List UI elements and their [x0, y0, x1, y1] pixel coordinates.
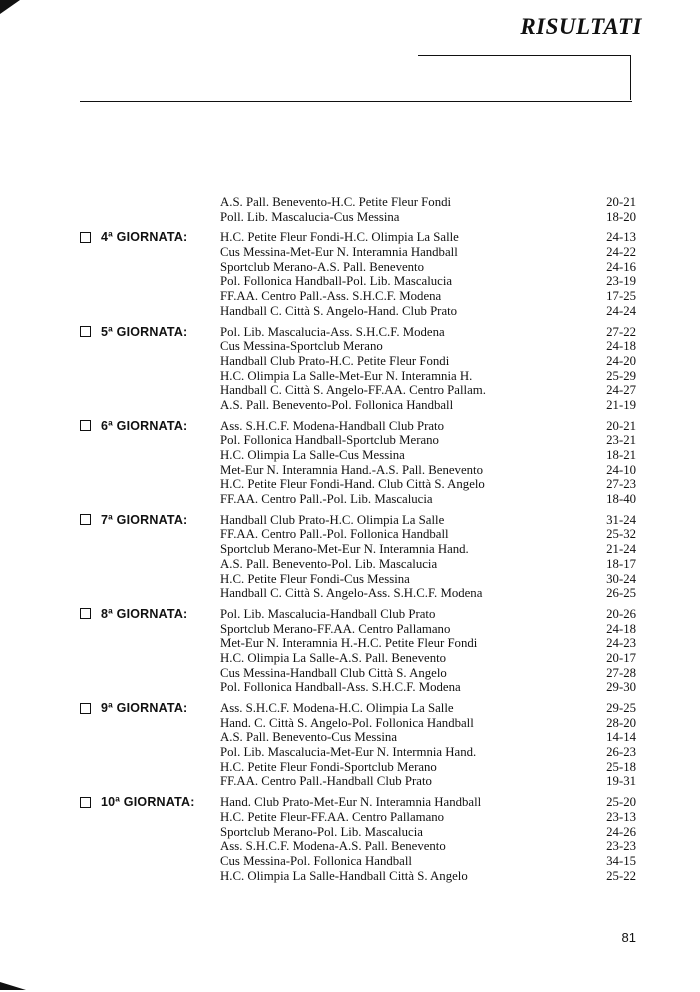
match-teams: Handball C. Città S. Angelo-Hand. Club Prato [220, 303, 458, 318]
match-score: 18-40 [606, 492, 636, 507]
match-teams: Cus Messina-Handball Club Città S. Angelo [220, 665, 447, 680]
match-row [76, 383, 636, 398]
match-teams: Ass. S.H.C.F. Modena-Handball Club Prato [220, 418, 444, 433]
match-row [76, 760, 636, 775]
checkbox-square-icon [80, 232, 91, 243]
round-block [76, 230, 636, 318]
round-block [76, 513, 636, 601]
match-score: 24-18 [606, 621, 636, 636]
match-teams: Sportclub Merano-A.S. Pall. Benevento [220, 259, 425, 274]
match-teams: H.C. Olimpia La Salle-Handball Città S. Angelo [220, 868, 468, 883]
match-row [76, 289, 636, 304]
match-row [76, 839, 636, 854]
match-teams: Pol. Follonica Handball-Pol. Lib. Mascalucia [220, 274, 453, 289]
match-row [76, 463, 636, 478]
match-row [76, 680, 636, 695]
round-label-text: 10ª GIORNATA: [101, 795, 195, 810]
match-row [76, 666, 636, 681]
match-teams: Met-Eur N. Interamnia Hand.-A.S. Pall. Benevento [220, 462, 483, 477]
match-teams: Pol. Lib. Mascalucia-Handball Club Prato [220, 606, 436, 621]
match-row [76, 195, 636, 210]
checkbox-square-icon [80, 326, 91, 337]
checkbox-square-icon [80, 514, 91, 525]
round-block [76, 701, 636, 789]
match-row [76, 716, 636, 731]
match-score: 21-19 [606, 397, 636, 412]
match-score: 23-13 [606, 809, 636, 824]
match-teams: FF.AA. Centro Pall.-Ass. S.H.C.F. Modena [220, 289, 442, 304]
match-row [76, 354, 636, 369]
match-teams: H.C. Petite Fleur Fondi-H.C. Olimpia La Salle [220, 230, 459, 245]
match-row [76, 810, 636, 825]
match-row [76, 210, 636, 225]
match-score: 20-26 [606, 606, 636, 621]
round-label [76, 795, 195, 809]
match-score: 17-25 [606, 289, 636, 304]
match-teams: Ass. S.H.C.F. Modena-A.S. Pall. Benevento [220, 839, 446, 854]
match-teams: H.C. Petite Fleur Fondi-Hand. Club Città S. Angelo [220, 477, 485, 492]
match-score: 27-23 [606, 477, 636, 492]
header-frame-rule [418, 55, 631, 100]
round-block [76, 607, 636, 695]
match-score: 24-18 [606, 339, 636, 354]
match-row [76, 369, 636, 384]
match-score: 28-20 [606, 715, 636, 730]
match-teams: Met-Eur N. Interamnia H.-H.C. Petite Fleur Fondi [220, 636, 478, 651]
match-score: 18-20 [606, 209, 636, 224]
match-teams: Ass. S.H.C.F. Modena-H.C. Olimpia La Salle [220, 701, 454, 715]
round-block [76, 195, 636, 224]
match-teams: Pol. Lib. Mascalucia-Met-Eur N. Intermnia Hand. [220, 745, 477, 760]
match-row [76, 448, 636, 463]
match-row [76, 636, 636, 651]
match-score: 24-13 [606, 230, 636, 245]
match-row [76, 622, 636, 637]
match-teams: Pol. Lib. Mascalucia-Ass. S.H.C.F. Modena [220, 324, 445, 339]
match-row [76, 586, 636, 601]
round-label-text: 7ª GIORNATA: [101, 512, 188, 527]
match-teams: Pol. Follonica Handball-Sportclub Merano [220, 433, 439, 448]
match-row [76, 869, 636, 884]
match-score: 18-21 [606, 448, 636, 462]
match-teams: Sportclub Merano-Met-Eur N. Interamnia Hand. [220, 542, 469, 557]
match-row [76, 274, 636, 289]
match-row [76, 339, 636, 354]
match-teams: H.C. Petite Fleur Fondi-Sportclub Merano [220, 759, 437, 774]
corner-print-mark-bottom [0, 982, 26, 990]
corner-print-mark [0, 0, 20, 14]
match-score: 23-23 [606, 839, 636, 854]
round-label [76, 607, 187, 621]
round-label-text: 8ª GIORNATA: [101, 606, 188, 621]
match-score: 25-32 [606, 527, 636, 542]
match-score: 24-20 [606, 353, 636, 368]
match-row [76, 492, 636, 507]
match-row [76, 304, 636, 319]
match-score: 20-17 [606, 650, 636, 665]
match-teams: Sportclub Merano-Pol. Lib. Mascalucia [220, 824, 423, 839]
match-teams: H.C. Petite Fleur-FF.AA. Centro Pallamano [220, 809, 445, 824]
round-label-text: 6ª GIORNATA: [101, 418, 188, 433]
checkbox-square-icon [80, 797, 91, 808]
match-score: 25-22 [606, 868, 636, 883]
match-score: 24-24 [606, 303, 636, 318]
match-score: 26-23 [606, 745, 636, 760]
round-label [76, 230, 187, 244]
match-score: 18-17 [606, 556, 636, 571]
match-score: 20-21 [606, 418, 636, 433]
match-score: 29-30 [606, 680, 636, 695]
match-row [76, 557, 636, 572]
match-teams: Handball Club Prato-H.C. Olimpia La Salle [220, 512, 445, 527]
checkbox-square-icon [80, 420, 91, 431]
match-teams: A.S. Pall. Benevento-Cus Messina [220, 730, 398, 745]
match-teams: H.C. Petite Fleur Fondi-Cus Messina [220, 571, 410, 586]
round-label [76, 419, 187, 433]
round-block [76, 325, 636, 413]
match-teams: Handball C. Città S. Angelo-FF.AA. Centro Pallam. [220, 383, 486, 398]
header-divider [80, 101, 632, 102]
page-number: 81 [621, 930, 636, 945]
match-row [76, 825, 636, 840]
match-teams: Sportclub Merano-FF.AA. Centro Pallamano [220, 621, 451, 636]
round-label-text: 4ª GIORNATA: [101, 230, 188, 245]
round-label [76, 325, 187, 339]
match-teams: FF.AA. Centro Pall.-Handball Club Prato [220, 774, 432, 789]
match-teams: Cus Messina-Met-Eur N. Interamnia Handball [220, 245, 458, 260]
match-teams: FF.AA. Centro Pall.-Pol. Follonica Handball [220, 527, 449, 542]
match-teams: Handball Club Prato-H.C. Petite Fleur Fondi [220, 353, 450, 368]
match-row [76, 542, 636, 557]
match-score: 34-15 [606, 853, 636, 868]
round-label-text: 5ª GIORNATA: [101, 324, 188, 339]
match-row [76, 527, 636, 542]
match-score: 24-26 [606, 824, 636, 839]
match-score: 24-22 [606, 245, 636, 260]
match-score: 20-21 [606, 195, 636, 209]
match-row [76, 572, 636, 587]
match-row [76, 651, 636, 666]
match-row [76, 398, 636, 413]
match-teams: Poll. Lib. Mascalucia-Cus Messina [220, 209, 400, 224]
match-teams: A.S. Pall. Benevento-H.C. Petite Fleur Fondi [220, 195, 452, 209]
round-block [76, 795, 636, 883]
match-score: 27-22 [606, 324, 636, 339]
match-score: 24-16 [606, 259, 636, 274]
match-teams: Cus Messina-Sportclub Merano [220, 339, 383, 354]
match-row [76, 245, 636, 260]
match-teams: Hand. C. Città S. Angelo-Pol. Follonica Handball [220, 715, 474, 730]
match-score: 25-18 [606, 759, 636, 774]
match-score: 31-24 [606, 512, 636, 527]
match-score: 23-21 [606, 433, 636, 448]
match-row [76, 260, 636, 275]
match-teams: A.S. Pall. Benevento-Pol. Follonica Handball [220, 397, 454, 412]
match-score: 21-24 [606, 542, 636, 557]
match-score: 24-23 [606, 636, 636, 651]
match-row [76, 433, 636, 448]
round-label [76, 513, 187, 527]
match-score: 27-28 [606, 665, 636, 680]
match-score: 25-20 [606, 795, 636, 810]
round-label [76, 701, 187, 715]
match-row [76, 854, 636, 869]
match-score: 14-14 [606, 730, 636, 745]
match-teams: H.C. Olimpia La Salle-Met-Eur N. Interamnia H. [220, 368, 473, 383]
match-score: 24-27 [606, 383, 636, 398]
match-teams: Hand. Club Prato-Met-Eur N. Interamnia Handball [220, 795, 482, 810]
match-teams: A.S. Pall. Benevento-Pol. Lib. Mascalucia [220, 556, 438, 571]
results-list [76, 195, 636, 889]
page-header-title: RISULTATI [520, 14, 642, 39]
match-teams: Handball C. Città S. Angelo-Ass. S.H.C.F. Modena [220, 586, 483, 601]
checkbox-square-icon [80, 608, 91, 619]
match-score: 23-19 [606, 274, 636, 289]
match-score: 26-25 [606, 586, 636, 601]
match-row [76, 774, 636, 789]
match-score: 24-10 [606, 462, 636, 477]
match-row [76, 730, 636, 745]
match-row [76, 745, 636, 760]
match-teams: H.C. Olimpia La Salle-A.S. Pall. Benevento [220, 650, 447, 665]
match-score: 29-25 [606, 701, 636, 715]
match-score: 30-24 [606, 571, 636, 586]
match-teams: H.C. Olimpia La Salle-Cus Messina [220, 448, 405, 462]
match-score: 25-29 [606, 368, 636, 383]
match-teams: FF.AA. Centro Pall.-Pol. Lib. Mascalucia [220, 492, 433, 507]
round-block [76, 419, 636, 507]
match-teams: Pol. Follonica Handball-Ass. S.H.C.F. Modena [220, 680, 461, 695]
match-row [76, 477, 636, 492]
round-label-text: 9ª GIORNATA: [101, 701, 188, 715]
checkbox-square-icon [80, 703, 91, 714]
match-teams: Cus Messina-Pol. Follonica Handball [220, 853, 412, 868]
match-score: 19-31 [606, 774, 636, 789]
